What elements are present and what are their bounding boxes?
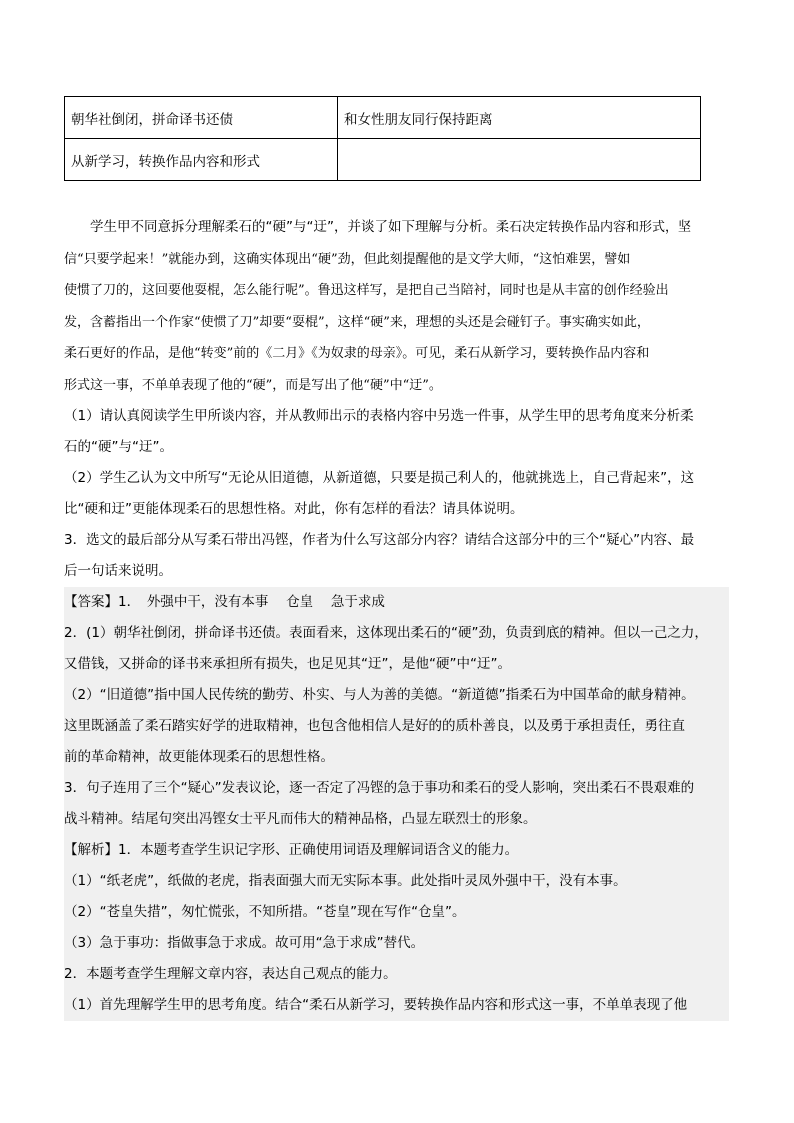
question-line: （2）学生乙认为文中所写“无论从旧道德，从新道德，只要是损己利人的，他就挑选上，自己背起来”，这	[64, 470, 695, 486]
passage-line: 使惯了刀的，这回要他耍棍，怎么能行呢”。鲁迅这样写，是把自己当陪衬，同时也是从丰富的创作经验出	[64, 283, 669, 298]
table-cell	[338, 139, 701, 181]
student-passage	[64, 212, 729, 401]
question-line: 比“硬和迂”更能体现柔石的思想性格。对此，你有怎样的看法？请具体说明。	[64, 501, 524, 517]
question-line: （1）请认真阅读学生甲所谈内容，并从教师出示的表格内容中另选一件事，从学生甲的思考角度来分析柔	[64, 408, 694, 424]
question-line: 后一句话来说明。	[64, 563, 172, 579]
answer-section	[64, 587, 729, 1021]
passage-line: 信“只要学起来！”就能办到，这确实体现出“硬”劲，但此刻提醒他的是文学大师，“这怕难罢，譬如	[64, 251, 631, 267]
passage-line: 柔石更好的作品，是他“转变”前的《二月》《为奴隶的母亲》。可见，柔石从新学习，要转换作品内容和	[64, 346, 650, 361]
answer-line: （2）“苍皇失措”，匆忙慌张，不知所措。“苍皇”现在写作“仓皇”。	[64, 904, 466, 920]
event-table	[64, 96, 701, 181]
answer-line: 【答案】1． 外强中干，没有本事 仓皇 急于求成	[64, 594, 385, 610]
answer-line: 战斗精神。结尾句突出冯铿女士平凡而伟大的精神品格，凸显左联烈士的形象。	[64, 811, 537, 827]
answer-line: 3．句子连用了三个“疑心”发表议论，逐一否定了冯铿的急于事功和柔石的受人影响，突出柔石不畏艰难的	[64, 780, 695, 796]
answer-line: 又借钱，又拼命的译书来承担所有损失，也足见其“迂”，是他“硬”中“迂”。	[64, 656, 511, 672]
answer-line: （3）急于事功：指做事急于求成。故可用“急于求成”替代。	[64, 935, 425, 951]
content-body	[64, 212, 729, 1021]
answer-line: （2）“旧道德”指中国人民传统的勤劳、朴实、与人为善的美德。“新道德”指柔石为中国革命的献身精神。	[64, 687, 695, 703]
table-cell: 从新学习，转换作品内容和形式	[65, 139, 338, 181]
table-cell: 和女性朋友同行保持距离	[338, 97, 701, 139]
answer-line: 这里既涵盖了柔石踏实好学的进取精神，也包含他相信人是好的的质朴善良，以及勇于承担责任，勇往直	[64, 718, 685, 734]
table-cell: 朝华社倒闭，拼命译书还债	[65, 97, 338, 139]
table-row	[65, 139, 701, 181]
question-line: 3．选文的最后部分从写柔石带出冯铿，作者为什么写这部分内容？请结合这部分中的三个“疑心”内容、最	[64, 532, 695, 548]
questions	[64, 401, 729, 587]
answer-line: （1）“纸老虎”，纸做的老虎，指表面强大而无实际本事。此处指叶灵凤外强中干，没有本事。	[64, 873, 627, 889]
passage-line: 形式这一事，不单单表现了他的“硬”，而是写出了他“硬”中“迂”。	[64, 377, 442, 393]
passage-line	[64, 212, 729, 244]
table-row	[65, 97, 701, 139]
question-line: 石的“硬”与“迂”。	[64, 439, 173, 455]
answer-line: （1）首先理解学生甲的思考角度。结合“柔石从新学习，要转换作品内容和形式这一事，不单单表现了他	[64, 997, 688, 1013]
passage-text: 柔石决定转换作品内容和形式，坚	[495, 220, 691, 235]
answer-line: 2．本题考查学生理解文章内容，表达自己观点的能力。	[64, 966, 397, 982]
answer-line: 前的革命精神，故更能体现柔石的思想性格。	[64, 749, 334, 765]
answer-line: 【解析】1．本题考查学生识记字形、正确使用词语及理解词语含义的能力。	[64, 842, 519, 858]
passage-line: 发，含蓄指出一个作家“使惯了刀”却要“耍棍”，这样“硬”来，理想的头还是会碰钉子。事实确实如此，	[64, 314, 650, 330]
passage-lead: 学生甲不同意拆分理解柔石的“硬”与“迂”，并谈了如下理解与分析。	[90, 219, 496, 235]
answer-line: 2．(1）朝华社倒闭，拼命译书还债。表面看来，这体现出柔石的“硬”劲，负责到底的精神。但以一己之力，	[64, 625, 708, 641]
